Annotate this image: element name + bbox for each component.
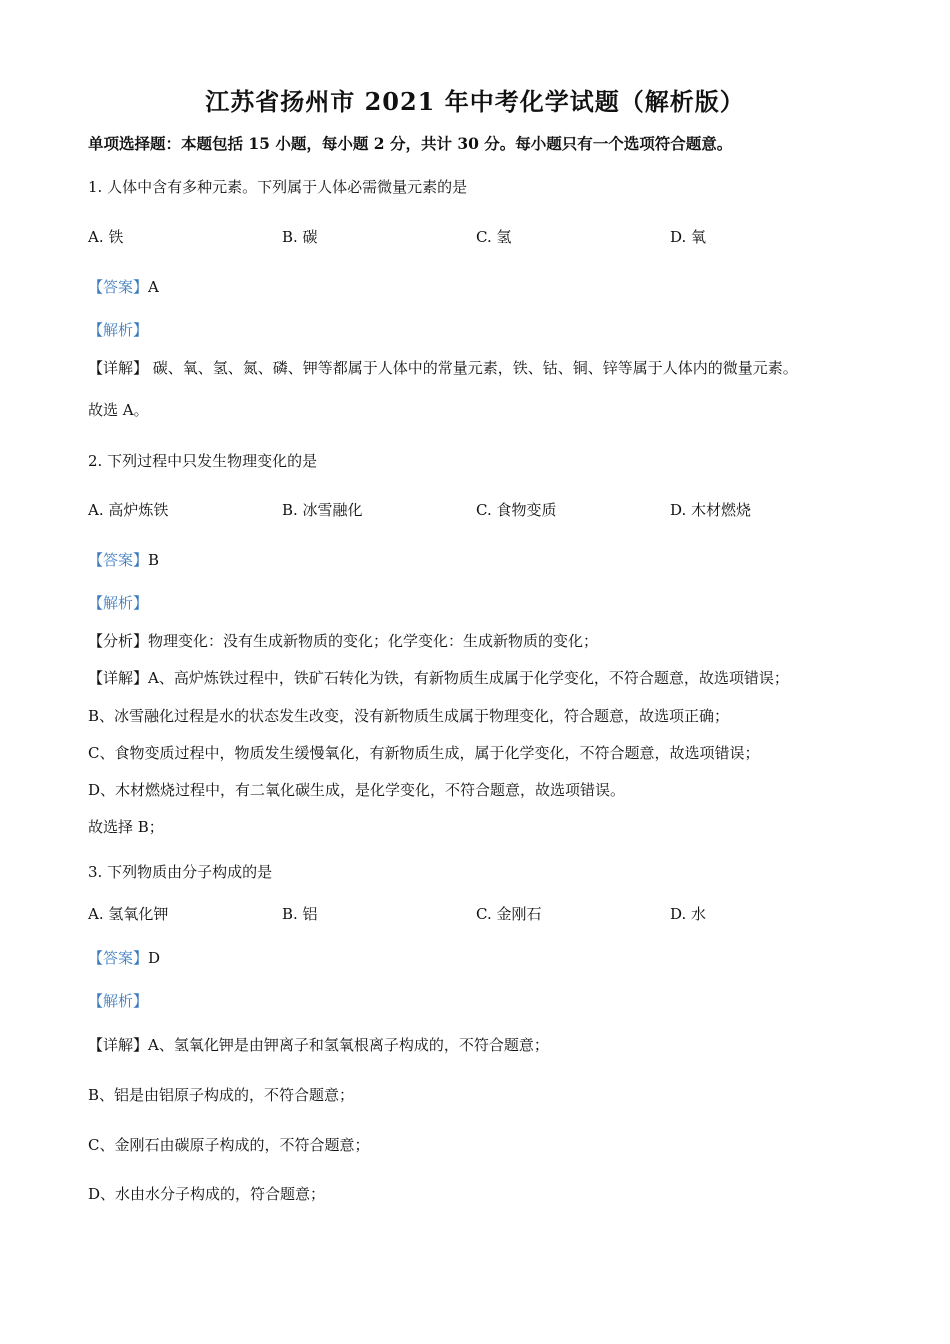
question-1-stem: 1. 人体中含有多种元素。下列属于人体必需微量元素的是 bbox=[88, 178, 468, 196]
detail-a: 【详解】A、氢氧化钾是由钾离子和氢氧根离子构成的，不符合题意； bbox=[88, 1036, 549, 1054]
answer-2 bbox=[88, 549, 159, 570]
detail-text: 【详解】 碳、氧、氢、氮、磷、钾等都属于人体中的常量元素，铁、钴、铜、锌等属于人体内的微量元素。 bbox=[88, 359, 798, 377]
detail-d: D、木材燃烧过程中，有二氧化碳生成，是化学变化，不符合题意，故选项错误。 bbox=[88, 781, 626, 799]
answer-label: 【答案】 bbox=[88, 949, 149, 967]
option-d: D. 氧 bbox=[670, 228, 707, 246]
detail-c: C、金刚石由碳原子构成的，不符合题意； bbox=[88, 1136, 370, 1154]
detail-c: C、食物变质过程中，物质发生缓慢氧化，有新物质生成，属于化学变化，不符合题意，故选项错误； bbox=[88, 744, 760, 762]
option-a: A. 氢氧化钾 bbox=[88, 905, 169, 923]
analysis-label: 【解析】 bbox=[88, 321, 149, 339]
option-c: C. 氢 bbox=[476, 228, 512, 246]
detail-a: 【详解】A、高炉炼铁过程中，铁矿石转化为铁，有新物质生成属于化学变化，不符合题意，故选项错误； bbox=[88, 669, 789, 687]
answer-label: 【答案】 bbox=[88, 551, 149, 569]
conclusion-text: 故选 A。 bbox=[88, 401, 149, 419]
answer-value: A bbox=[148, 278, 159, 296]
answer-value: B bbox=[148, 551, 160, 569]
option-c: C. 食物变质 bbox=[476, 501, 557, 519]
option-d: D. 水 bbox=[670, 905, 707, 923]
analysis-label: 【解析】 bbox=[88, 992, 149, 1010]
detail-d: D、水由水分子构成的，符合题意； bbox=[88, 1185, 326, 1203]
page-title: 江苏省扬州市 2021 年中考化学试题（解析版） bbox=[205, 87, 745, 116]
detail-b: B、铝是由铝原子构成的，不符合题意； bbox=[88, 1086, 355, 1104]
answer-3 bbox=[88, 947, 160, 968]
question-1-options bbox=[88, 226, 868, 248]
option-c: C. 金刚石 bbox=[476, 905, 542, 923]
option-b: B. 碳 bbox=[282, 228, 318, 246]
question-2-options bbox=[88, 499, 868, 521]
answer-label: 【答案】 bbox=[88, 278, 149, 296]
detail-b: B、冰雪融化过程是水的状态发生改变，没有新物质生成属于物理变化，符合题意，故选项正确； bbox=[88, 707, 730, 725]
conclusion-text: 故选择 B； bbox=[88, 818, 164, 836]
analysis-label: 【解析】 bbox=[88, 594, 149, 612]
question-3-options bbox=[88, 903, 868, 925]
question-2-stem: 2. 下列过程中只发生物理变化的是 bbox=[88, 452, 318, 470]
option-a: A. 高炉炼铁 bbox=[88, 501, 169, 519]
option-b: B. 铝 bbox=[282, 905, 318, 923]
option-b: B. 冰雪融化 bbox=[282, 501, 363, 519]
answer-1 bbox=[88, 276, 159, 297]
option-a: A. 铁 bbox=[88, 228, 124, 246]
section-header: 单项选择题：本题包括 15 小题，每小题 2 分，共计 30 分。每小题只有一个选项符合题意。 bbox=[88, 134, 733, 153]
question-3-stem: 3. 下列物质由分子构成的是 bbox=[88, 863, 273, 881]
answer-value: D bbox=[148, 949, 161, 967]
analysis-text: 【分析】物理变化：没有生成新物质的变化；化学变化：生成新物质的变化； bbox=[88, 632, 599, 650]
option-d: D. 木材燃烧 bbox=[670, 501, 752, 519]
